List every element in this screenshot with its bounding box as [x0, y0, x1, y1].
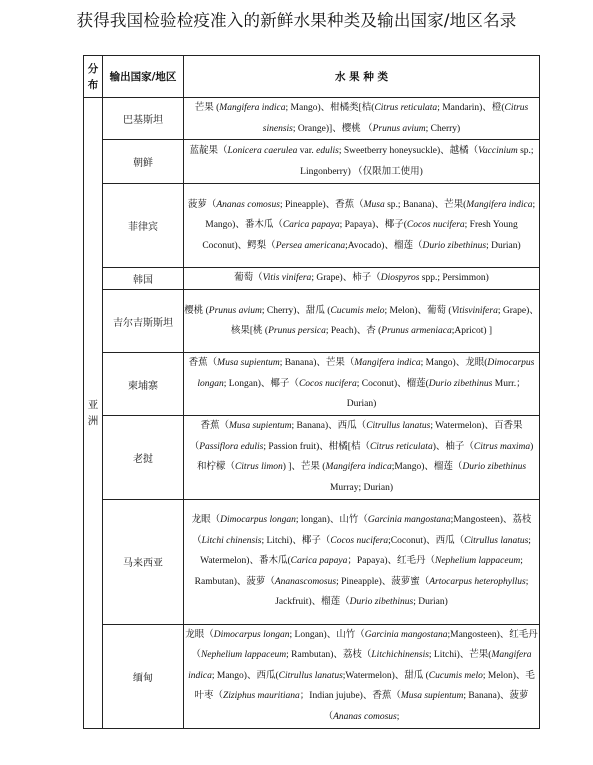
latin-name: Artocarpus heterophyllus: [429, 576, 526, 587]
latin-name: Citrus reticulata: [374, 103, 438, 113]
latin-name: Mangifera indica: [188, 650, 532, 681]
latin-name: Cocos nucifera: [298, 378, 357, 389]
page-title: 获得我国检验检疫准入的新鲜水果种类及输出国家/地区名录: [76, 11, 517, 30]
country-cell: 吉尔吉斯斯坦: [103, 290, 184, 353]
fruit-cell: 菠萝（Ananas comosus; Pineapple)、香蕉（Musa sp.; Banana)、芒果(Mangifera indica; Mango)、番木瓜（Carica papaya; Papaya)、椰子(Cocos nucifera; Fresh Young Coconut)、鳄梨（Persea americana;Avocado)、榴莲（Durio zibethinus; Durian): [184, 184, 540, 268]
latin-name: Vitis: [451, 305, 469, 316]
fruit-cell: 龙眼（Dimocarpus longan; Longan)、山竹（Garcinia mangostana;Mangosteen)、红毛丹（Nephelium lappaceum; Rambutan)、荔枝（Litchichinensis; Litchi)、芒果(Mangifera indica; Mango)、西瓜(Citrullus lanatus;Watermelon)、甜瓜 (Cucumis melo; Melon)、毛叶枣（Ziziphus mauritiana；Indian jujube)、香蕉（Musa supientum; Banana)、菠萝（Ananas comosus;: [184, 624, 540, 728]
latin-name: Prunus armeniaca: [381, 326, 452, 337]
latin-name: Cucumis melo: [428, 670, 483, 681]
header-country: 输出国家/地区: [103, 56, 184, 98]
fruit-cell: 蓝靛果（Lonicera caerulea var. edulis; Sweetberry honeysuckle)、越橘（Vaccinium sp.; Lingonberry) （仅限加工使用): [184, 140, 540, 184]
country-cell: 韩国: [103, 268, 184, 290]
header-region: 分布: [84, 56, 103, 98]
latin-name: Citrus reticulata: [369, 441, 433, 452]
latin-name: Ananas: [274, 576, 304, 587]
fruit-cell: 芒果 (Mangifera indica; Mango)、柑橘类[桔(Citrus reticulata; Mandarin)、橙(Citrus sinensis; Orange)]、樱桃 （Prunus avium; Cherry): [184, 98, 540, 140]
latin-name: Citrullus lanatus: [464, 535, 529, 546]
fruit-cell: 香蕉（Musa supientum; Banana)、芒果（Mangifera indica; Mango)、龙眼(Dimocarpus longan; Longan)、椰子（Cocos nucifera; Coconut)、榴莲(Durio zibethinus Murr.； Durian): [184, 353, 540, 416]
latin-name: Nephelium lappaceum: [200, 650, 287, 661]
latin-name: Carica papaya: [290, 556, 348, 567]
latin-name: Durio zibethinus: [462, 462, 527, 473]
region-cell-asia: 亚洲: [84, 98, 103, 729]
latin-name: Prunus avium: [208, 305, 262, 316]
latin-name: Prunus persica: [268, 326, 326, 337]
latin-name: Mangifera indica: [354, 358, 421, 369]
country-cell: 缅甸: [103, 624, 184, 728]
latin-name: comosus: [303, 576, 337, 587]
latin-name: Ananas comosus: [333, 711, 397, 722]
table-header-row: [84, 56, 540, 98]
fruit-cell: 香蕉（Musa supientum; Banana)、西瓜（Citrullus lanatus; Watermelon)、百香果（Passiflora edulis; Passion fruit)、柑橘[桔（Citrus reticulata)、柚子（Citrus maxima) 和柠檬（Citrus limon) ]、芒果 (Mangifera indica;Mango)、榴莲（Durio zibethinus Murray; Durian): [184, 416, 540, 499]
header-fruits: 水 果 种 类: [184, 56, 540, 98]
latin-name: Garcinia mangostana: [367, 515, 451, 526]
latin-name: Citrullus lanatus: [278, 670, 343, 681]
latin-name: Cocos nucifera: [406, 220, 465, 231]
latin-name: Citrus maxima: [473, 441, 531, 452]
table-row: [84, 416, 540, 499]
latin-name: Persea americana: [275, 240, 346, 251]
latin-name: Mangifera indica: [466, 199, 533, 210]
latin-name: Prunus avium: [372, 123, 426, 134]
latin-name: Carica papaya: [282, 220, 340, 231]
latin-name: vinifera: [468, 305, 498, 316]
table-row: [84, 353, 540, 416]
latin-name: Durio zibethinus: [349, 597, 414, 608]
country-cell: 马来西亚: [103, 499, 184, 624]
table-row: [84, 184, 540, 268]
latin-name: Cucumis melo: [330, 305, 385, 316]
latin-name: edulis: [316, 146, 339, 157]
latin-name: Garcinia mangostana: [364, 629, 448, 640]
country-cell: 巴基斯坦: [103, 98, 184, 140]
country-cell: 菲律宾: [103, 184, 184, 268]
fruit-cell: 樱桃 (Prunus avium; Cherry)、甜瓜 (Cucumis melo; Melon)、葡萄 (Vitisvinifera; Grape)、核果[桃 (Prunus persica; Peach)、杏 (Prunus armeniaca;Apricot) ]: [184, 290, 540, 353]
country-cell: 老挝: [103, 416, 184, 499]
latin-name: Durio zibethinus: [428, 378, 493, 389]
latin-name: Citrullus lanatus: [366, 421, 431, 432]
latin-name: Musa supientum: [228, 421, 292, 432]
latin-name: Musa: [363, 199, 385, 210]
latin-name: Passiflora edulis: [199, 441, 264, 452]
fruit-cell: 龙眼（Dimocarpus longan; longan)、山竹（Garcinia mangostana;Mangosteen)、荔枝（Litchi chinensis; Litchi)、椰子（Cocos nucifera;Coconut)、西瓜（Citrullus lanatus; Watermelon)、番木瓜(Carica papaya；Papaya)、红毛丹（Nephelium lappaceum; Rambutan)、菠萝（Ananascomosus; Pineapple)、菠萝蜜（Artocarpus heterophyllus; Jackfruit)、榴莲（Durio zibethinus; Durian): [184, 499, 540, 624]
country-cell: 柬埔寨: [103, 353, 184, 416]
latin-name: Litchi: [371, 650, 394, 661]
latin-name: Citrus limon: [234, 462, 283, 473]
latin-name: Litchi chinensis: [201, 535, 262, 546]
latin-name: Musa supientum: [400, 691, 464, 702]
latin-name: Diospyros: [380, 273, 420, 284]
latin-name: Cocos nucifera: [330, 535, 389, 546]
latin-name: Mangifera indica: [325, 462, 392, 473]
fruit-import-table: [83, 55, 540, 729]
latin-name: Musa supientum: [217, 358, 280, 369]
table-row: [84, 624, 540, 728]
latin-name: Ziziphus mauritiana: [222, 691, 300, 702]
table-row: [84, 140, 540, 184]
latin-name: Vaccinium: [478, 146, 518, 157]
latin-name: Nephelium lappaceum: [435, 556, 521, 567]
latin-name: Dimocarpus longan: [213, 629, 290, 640]
latin-name: Citrus sinensis: [262, 103, 529, 134]
latin-name: Dimocarpus longan: [197, 358, 535, 389]
table-row: [84, 268, 540, 290]
latin-name: Mangifera indica: [219, 103, 286, 113]
table-row: [84, 290, 540, 353]
latin-name: Ananas comosus: [216, 199, 280, 210]
fruit-cell: 葡萄（Vitis vinifera; Grape)、柿子（Diospyros spp.; Persimmon): [184, 268, 540, 290]
latin-name: Lonicera caerulea: [227, 146, 298, 157]
latin-name: Dimocarpus longan: [220, 515, 296, 526]
table-row: [84, 499, 540, 624]
country-cell: 朝鲜: [103, 140, 184, 184]
latin-name: Vitis vinifera: [262, 273, 312, 284]
latin-name: Durio zibethinus: [422, 240, 487, 251]
latin-name: chinensis: [393, 650, 429, 661]
table-row: [84, 98, 540, 140]
